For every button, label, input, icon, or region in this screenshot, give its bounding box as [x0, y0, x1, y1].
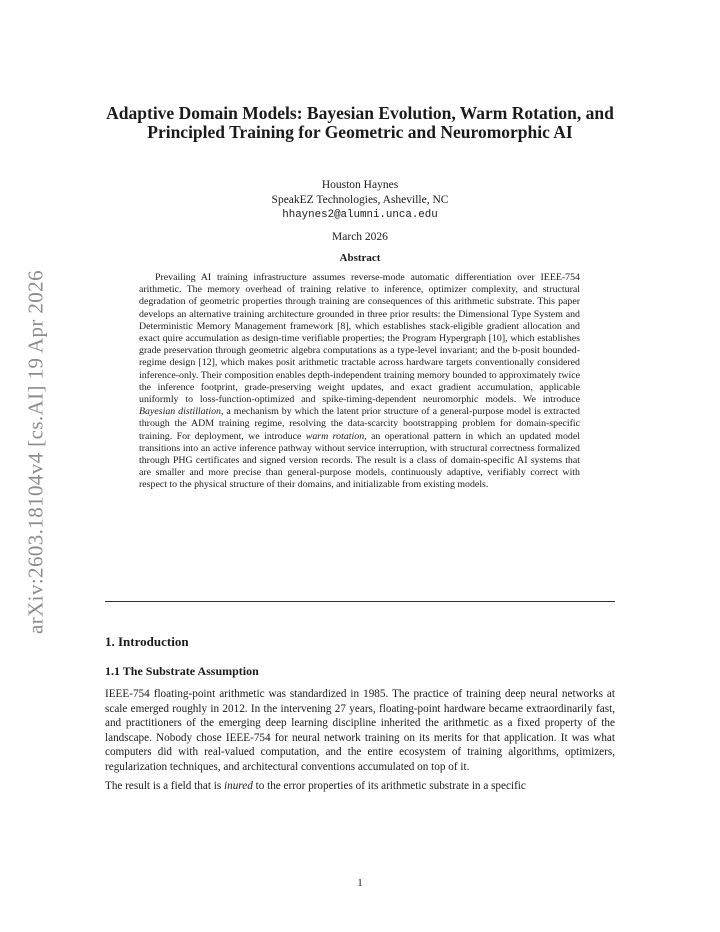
- paper-title: Adaptive Domain Models: Bayesian Evolution, Warm Rotation, and Principled Training for Geometric and Neuromorphic AI: [106, 103, 614, 142]
- abstract-body: [139, 272, 580, 492]
- author-affiliation: SpeakEZ Technologies, Asheville, NC: [271, 194, 449, 206]
- abstract-text-part3: , an operational pattern in which an updated model transitions into an active inference pathway without service interruption, with structural correctness formalized through PHG certificates and signed version records. The result is a class of domain-specific AI systems that are smaller and more precise than general-purpose models, continuously adaptive, verifiably correct with respect to the physical structure of their domains, and initializable from existing models.: [139, 430, 580, 491]
- subsection-heading-substrate-assumption: 1.1 The Substrate Assumption: [105, 664, 259, 678]
- section-heading-introduction: 1. Introduction: [105, 634, 189, 649]
- body-paragraph-1: IEEE-754 floating-point arithmetic was standardized in 1985. The practice of training deep neural networks at scale emerged roughly in 2012. In the intervening 27 years, floating-point hardware became extraordinarily fast, and practitioners of the emerging deep learning discipline inherited the arithmetic as a fixed property of the landscape. Nobody chose IEEE-754 for neural network training on its merits for that application. It was what computers did with real-valued computation, and the entire ecosystem of training algorithms, optimizers, regularization techniques, and architectural conventions accumulated on top of it.: [105, 688, 615, 773]
- author-block: [105, 178, 615, 245]
- abstract-text-part2: , a mechanism by which the latent prior structure of a general-purpose model is extracted through the ADM training regime, resolving the data-scarcity bootstrapping problem for domain-specific training. For deployment, we introduce: [139, 406, 580, 442]
- paragraph-2-term-inured: inured: [224, 780, 253, 792]
- abstract-text-part1: Prevailing AI training infrastructure assumes reverse-mode automatic differentiation over IEEE-754 arithmetic. The memory overhead of training relative to inference, optimizer complexity, and structural degradation of geometric properties through training are consequences of this arithmetic substrate. This paper develops an alternative training architecture grounded in three prior results: the Dimensional Type System and Deterministic Memory Management framework [8], which establishes stack-eligible gradient allocation and exact quire accumulation as design-time verifiable properties; the Program Hypergraph [10], which establishes grade preservation through geometric algebra computations as a type-level invariant; and the b-posit bounded-regime design [12], which makes posit arithmetic tractable across hardware targets conventionally considered inference-only. Their composition enables depth-independent training memory bounded to approximately twice the inference footprint, grade-preserving weight updates, and exact gradient accumulation, applicable uniformly to loss-function-optimized and spike-timing-dependent neuromorphic models. We introduce: [139, 272, 580, 406]
- paper-date: March 2026: [332, 231, 388, 243]
- paragraph-2-end: to the error properties of its arithmetic substrate in a specific: [252, 780, 526, 792]
- abstract-term-bayesian-distillation: Bayesian distillation: [139, 406, 221, 418]
- abstract-divider: [105, 601, 615, 602]
- abstract-term-warm-rotation: warm rotation: [305, 430, 365, 442]
- author-email: hhaynes2@alumni.unca.edu: [282, 209, 438, 221]
- author-name: Houston Haynes: [321, 179, 399, 191]
- paragraph-2-start: The result is a field that is: [105, 780, 224, 792]
- page-number: 1: [357, 877, 363, 889]
- abstract-heading: Abstract: [339, 252, 381, 264]
- arxiv-identifier-text: arXiv:2603.18104v4 [cs.AI] 19 Apr 2026: [23, 270, 48, 634]
- body-paragraph-2: [105, 779, 615, 794]
